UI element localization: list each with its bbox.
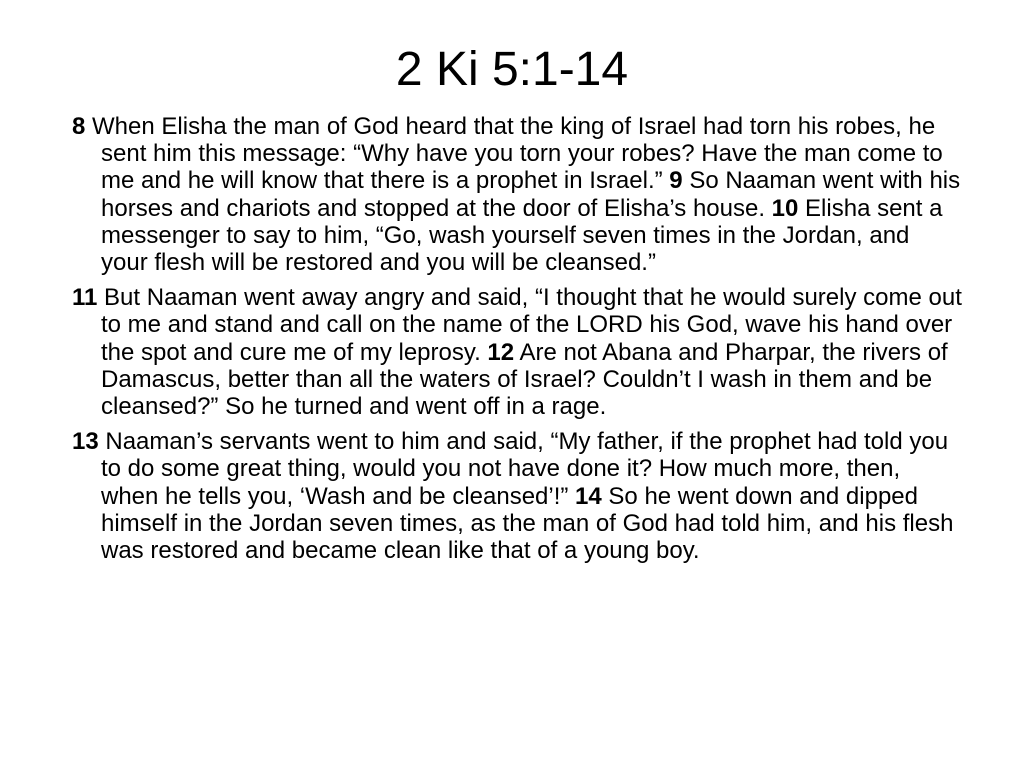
verse-text: When Elisha the man of God heard that the king of Israel had torn his robes, he sent him this message: “Why have you torn your robes? Have the man come to me and he will know that there is a prophet in Israel.”: [85, 113, 943, 195]
slide-title: 2 Ki 5:1-14: [395, 43, 629, 96]
paragraph-verses-13-14: [72, 428, 962, 564]
paragraph-verses-8-10: [72, 113, 962, 276]
verse-number: 13: [72, 428, 99, 456]
verse-number: 9: [669, 167, 683, 195]
verse-number: 10: [771, 194, 799, 222]
verse-number: 8: [72, 113, 86, 140]
verse-text: So Naaman went with his horses and chariots and stopped at the door of Elisha’s house.: [101, 167, 961, 222]
verse-text: Are not Abana and Pharpar, the rivers of Damascus, better than all the waters of Israel? Couldn’t I wash in them and be cleansed?” So he turned and went off in a rage.: [101, 338, 948, 421]
verse-text: So he went down and dipped himself in the Jordan seven times, as the man of God had told him, and his flesh was restored and became clean like that of a young boy.: [101, 482, 954, 565]
verse-text: Elisha sent a messenger to say to him, “Go, wash yourself seven times in the Jordan, and your flesh will be restored and you will be cleansed.”: [101, 194, 943, 277]
slide-body: [72, 113, 962, 572]
verse-number: 12: [487, 338, 515, 366]
paragraph-verses-11-12: [72, 284, 962, 420]
verse-number: 11: [72, 284, 98, 312]
verse-text: Naaman’s servants went to him and said, “My father, if the prophet had told you to do some great thing, would you not have done it? How much more, then, when he tells you, ‘Wash and be cleansed’!”: [98, 428, 949, 510]
verse-text: But Naaman went away angry and said, “I thought that he would surely come out to me and stand and call on the name of the LORD his God, wave his hand over the spot and cure me of my leprosy.: [97, 284, 962, 366]
verse-number: 14: [575, 482, 602, 510]
